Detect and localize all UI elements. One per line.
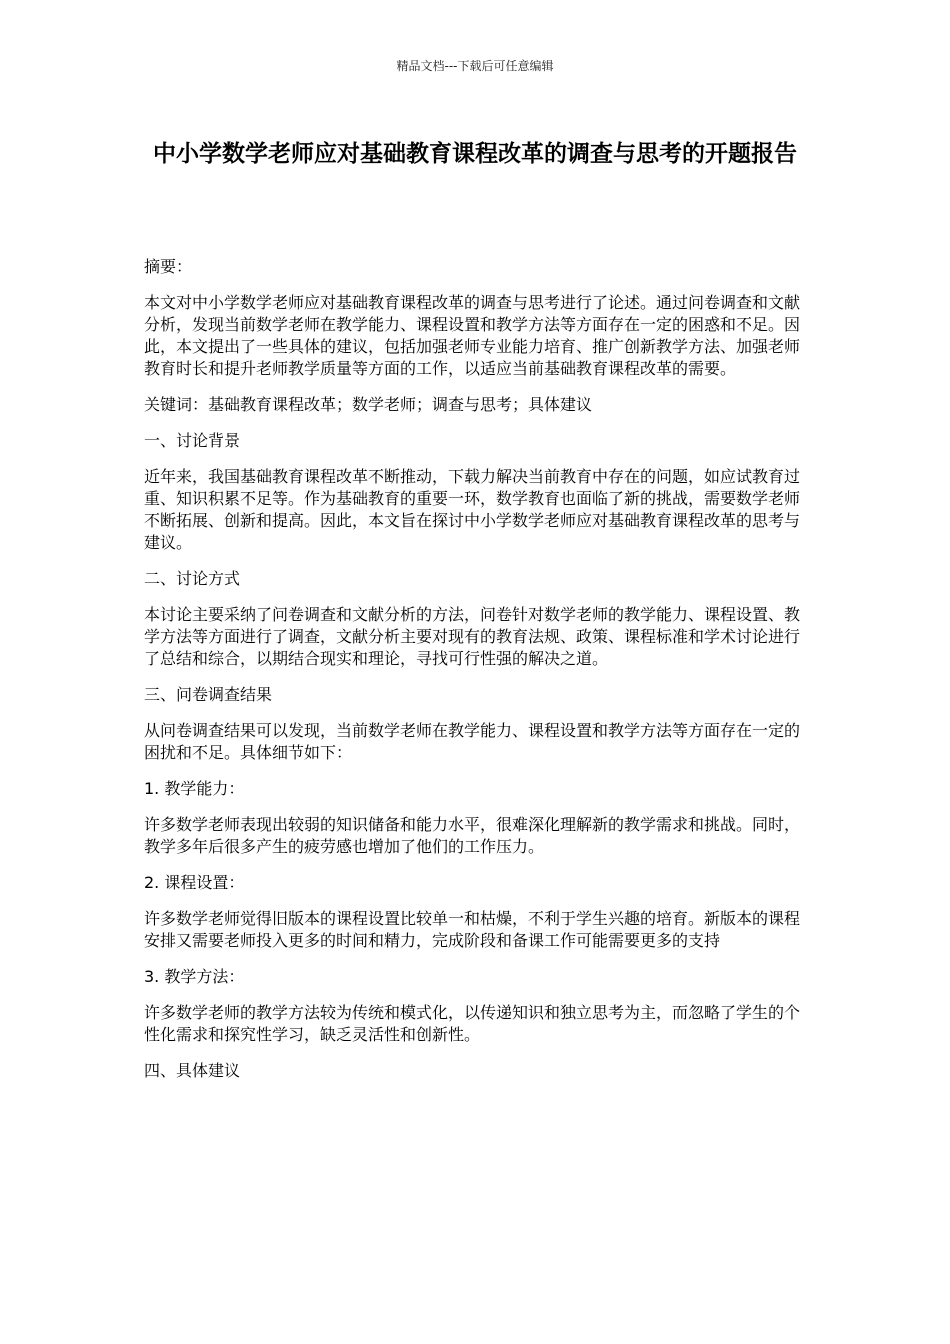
document-body xyxy=(144,256,808,1096)
results-intro: 从问卷调查结果可以发现，当前数学老师在教学能力、课程设置和教学方法等方面存在一定的困扰和不足。具体细节如下： xyxy=(144,721,801,762)
item-text-ability: 许多数学老师表现出较弱的知识储备和能力水平，很难深化理解新的教学需求和挑战。同时，教学多年后很多产生的疲劳感也增加了他们的工作压力。 xyxy=(144,815,801,856)
abstract-text: 本文对中小学数学老师应对基础教育课程改革的调查与思考进行了论述。通过问卷调查和文献分析，发现当前数学老师在教学能力、课程设置和教学方法等方面存在一定的困惑和不足。因此，本文提出了一些具体的建议，包括加强老师专业能力培育、推广创新教学方法、加强老师教育时长和提升老师教学质量等方面的工作，以适应当前基础教育课程改革的需要。 xyxy=(144,293,801,378)
item-text-methods: 许多数学老师的教学方法较为传统和模式化，以传递知识和独立思考为主，而忽略了学生的个性化需求和探究性学习，缺乏灵活性和创新性。 xyxy=(144,1003,801,1044)
background-text: 近年来，我国基础教育课程改革不断推动，下载力解决当前教育中存在的问题，如应试教育过重、知识积累不足等。作为基础教育的重要一环，数学教育也面临了新的挑战，需要数学老师不断拓展、创新和提高。因此，本文旨在探讨中小学数学老师应对基础教育课程改革的思考与建议。 xyxy=(144,467,801,552)
page-header: 精品文档---下载后可任意编辑 xyxy=(396,59,554,73)
item-heading-curriculum: 2. 课程设置： xyxy=(144,873,245,892)
item-text-curriculum: 许多数学老师觉得旧版本的课程设置比较单一和枯燥，不利于学生兴趣的培育。新版本的课程安排又需要老师投入更多的时间和精力，完成阶段和备课工作可能需要更多的支持 xyxy=(144,909,801,950)
item-heading-ability: 1. 教学能力： xyxy=(144,779,245,798)
section-heading-background: 一、讨论背景 xyxy=(144,431,241,450)
document-title: 中小学数学老师应对基础教育课程改革的调查与思考的开题报告 xyxy=(153,141,797,167)
abstract-label: 摘要： xyxy=(144,257,193,276)
keywords: 关键词：基础教育课程改革；数学老师；调查与思考；具体建议 xyxy=(144,395,593,414)
method-text: 本讨论主要采纳了问卷调查和文献分析的方法，问卷针对数学老师的教学能力、课程设置、教学方法等方面进行了调查，文献分析主要对现有的教育法规、政策、课程标准和学术讨论进行了总结和综合，以期结合现实和理论，寻找可行性强的解决之道。 xyxy=(144,605,801,668)
section-heading-suggestions: 四、具体建议 xyxy=(144,1061,241,1080)
item-heading-methods: 3. 教学方法： xyxy=(144,967,245,986)
section-heading-results: 三、问卷调查结果 xyxy=(144,685,273,704)
section-heading-method: 二、讨论方式 xyxy=(144,569,241,588)
